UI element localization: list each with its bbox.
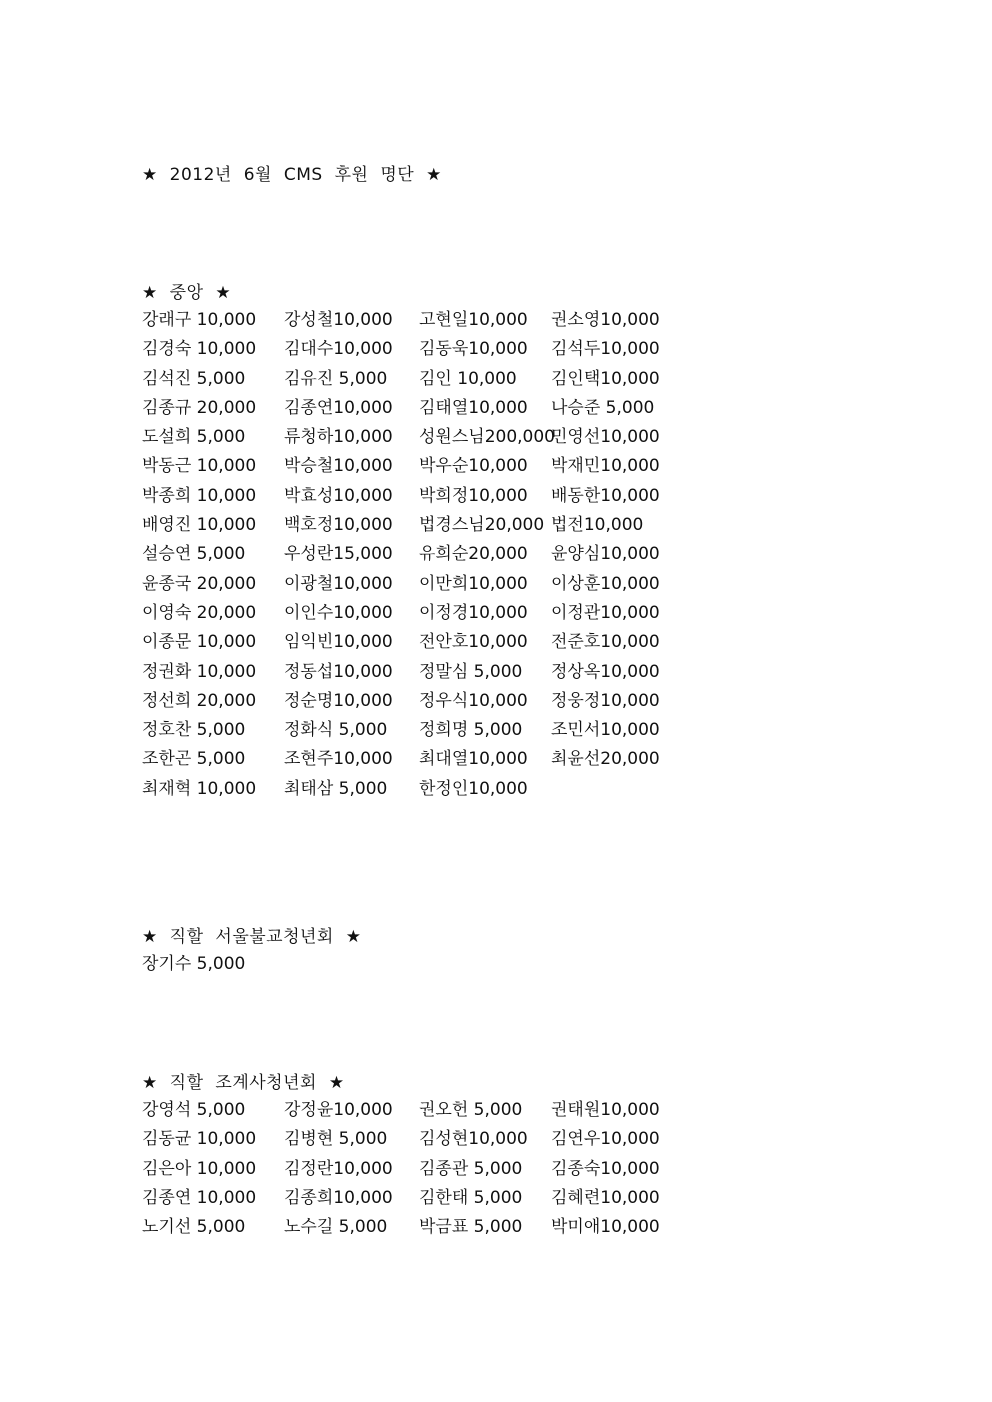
donor-entry: 민영선10,000 [551, 427, 660, 448]
donor-entry: 유희순20,000 [419, 544, 528, 565]
donor-entry: 박우순10,000 [419, 456, 528, 477]
donor-entry: 김한태 5,000 [419, 1187, 523, 1208]
donor-entry: 정말심 5,000 [419, 661, 523, 682]
donor-entry: 정상옥10,000 [551, 661, 660, 682]
donor-entry: 박금표 5,000 [419, 1217, 523, 1238]
donor-entry: 정화식 5,000 [284, 720, 388, 741]
donor-entry: 한정인10,000 [419, 778, 528, 799]
donor-entry: 이인수10,000 [284, 602, 393, 623]
donor-entry: 나승준 5,000 [551, 397, 655, 418]
donor-entry: 김태열10,000 [419, 397, 528, 418]
donor-entry: 윤양심10,000 [551, 544, 660, 565]
donor-entry: 정우식10,000 [419, 690, 528, 711]
donor-entry: 박효성10,000 [284, 485, 393, 506]
donor-entry: 김은아 10,000 [142, 1158, 257, 1179]
section-title-seoul-youth: ★ 직할 서울불교청년회 ★ [142, 927, 362, 947]
donor-entry: 김종연 10,000 [142, 1187, 257, 1208]
donor-entry: 노수길 5,000 [284, 1217, 388, 1238]
donor-entry: 조민서10,000 [551, 720, 660, 741]
donor-entry: 김종관 5,000 [419, 1158, 523, 1179]
donor-entry: 박종희 10,000 [142, 485, 257, 506]
donor-entry: 전안호10,000 [419, 632, 528, 653]
donor-entry: 윤종국 20,000 [142, 573, 257, 594]
donor-entry: 조한곤 5,000 [142, 749, 246, 770]
donor-entry: 김종규 20,000 [142, 397, 257, 418]
donor-entry: 김동욱10,000 [419, 339, 528, 360]
donor-entry: 김석진 5,000 [142, 368, 246, 389]
donor-entry: 박동근 10,000 [142, 456, 257, 477]
donor-entry: 김성현10,000 [419, 1129, 528, 1150]
donor-entry: 정선희 20,000 [142, 690, 257, 711]
donor-entry: 이광철10,000 [284, 573, 393, 594]
donor-entry: 법경스님20,000 [419, 515, 545, 536]
donor-entry: 성원스님200,000 [419, 427, 555, 448]
section-title-central: ★ 중앙 ★ [142, 283, 232, 303]
donor-entry: 박미애10,000 [551, 1217, 660, 1238]
donor-entry: 우성란15,000 [284, 544, 393, 565]
donor-entry: 김연우10,000 [551, 1129, 660, 1150]
donor-entry: 조현주10,000 [284, 749, 393, 770]
donor-entry: 김종숙10,000 [551, 1158, 660, 1179]
donor-entry: 강영석 5,000 [142, 1100, 246, 1120]
donor-entry: 최태삼 5,000 [284, 778, 388, 799]
donor-entry: 박재민10,000 [551, 456, 660, 477]
donor-entry: 김종연10,000 [284, 397, 393, 418]
donor-entry: 권태원10,000 [551, 1100, 660, 1120]
donor-entry: 이정경10,000 [419, 602, 528, 623]
donor-entry: 최재혁 10,000 [142, 778, 257, 799]
donor-entry: 이만희10,000 [419, 573, 528, 594]
donor-entry: 김대수10,000 [284, 339, 393, 360]
donor-entry: 권오헌 5,000 [419, 1100, 523, 1120]
donor-entry: 최대열10,000 [419, 749, 528, 770]
donor-entry: 정순명10,000 [284, 690, 393, 711]
donor-entry: 김석두10,000 [551, 339, 660, 360]
donor-entry: 강정윤10,000 [284, 1100, 393, 1120]
donor-entry: 노기선 5,000 [142, 1217, 246, 1238]
section-title-jogyesa-youth: ★ 직할 조계사청년회 ★ [142, 1073, 345, 1093]
donor-entry: 권소영10,000 [551, 310, 660, 330]
donor-entry: 최윤선20,000 [551, 749, 660, 770]
donor-entry: 강래구 10,000 [142, 310, 257, 330]
donor-entry: 김인 10,000 [419, 368, 517, 389]
donor-entry: 정권화 10,000 [142, 661, 257, 682]
donor-entry: 김정란10,000 [284, 1158, 393, 1179]
donor-entry: 김종희10,000 [284, 1187, 393, 1208]
donor-entry: 김유진 5,000 [284, 368, 388, 389]
donor-entry: 박희정10,000 [419, 485, 528, 506]
donor-entry: 류청하10,000 [284, 427, 393, 448]
donor-entry: 임익빈10,000 [284, 632, 393, 653]
donor-entry: 김인택10,000 [551, 368, 660, 389]
donor-entry: 박승철10,000 [284, 456, 393, 477]
donor-entry: 정동섭10,000 [284, 661, 393, 682]
donor-entry: 배동한10,000 [551, 485, 660, 506]
donor-entry: 김혜련10,000 [551, 1187, 660, 1208]
donor-entry: 법전10,000 [551, 515, 644, 536]
donor-entry: 이영숙 20,000 [142, 602, 257, 623]
donor-entry: 배영진 10,000 [142, 515, 257, 536]
donor-entry: 이종문 10,000 [142, 632, 257, 653]
donor-entry: 정웅정10,000 [551, 690, 660, 711]
donor-entry: 김병현 5,000 [284, 1129, 388, 1150]
donor-entry: 이상훈10,000 [551, 573, 660, 594]
donor-entry: 김동균 10,000 [142, 1129, 257, 1150]
document-title: ★ 2012년 6월 CMS 후원 명단 ★ [142, 165, 442, 185]
donor-entry: 정호찬 5,000 [142, 720, 246, 741]
donor-entry: 전준호10,000 [551, 632, 660, 653]
donor-entry: 설승연 5,000 [142, 544, 246, 565]
donor-entry: 강성철10,000 [284, 310, 393, 330]
donor-entry: 김경숙 10,000 [142, 339, 257, 360]
donor-entry: 백호정10,000 [284, 515, 393, 536]
donor-entry: 장기수 5,000 [142, 954, 246, 974]
donor-entry: 고현일10,000 [419, 310, 528, 330]
donor-entry: 정희명 5,000 [419, 720, 523, 741]
donor-entry: 도설희 5,000 [142, 427, 246, 448]
donor-entry: 이정관10,000 [551, 602, 660, 623]
